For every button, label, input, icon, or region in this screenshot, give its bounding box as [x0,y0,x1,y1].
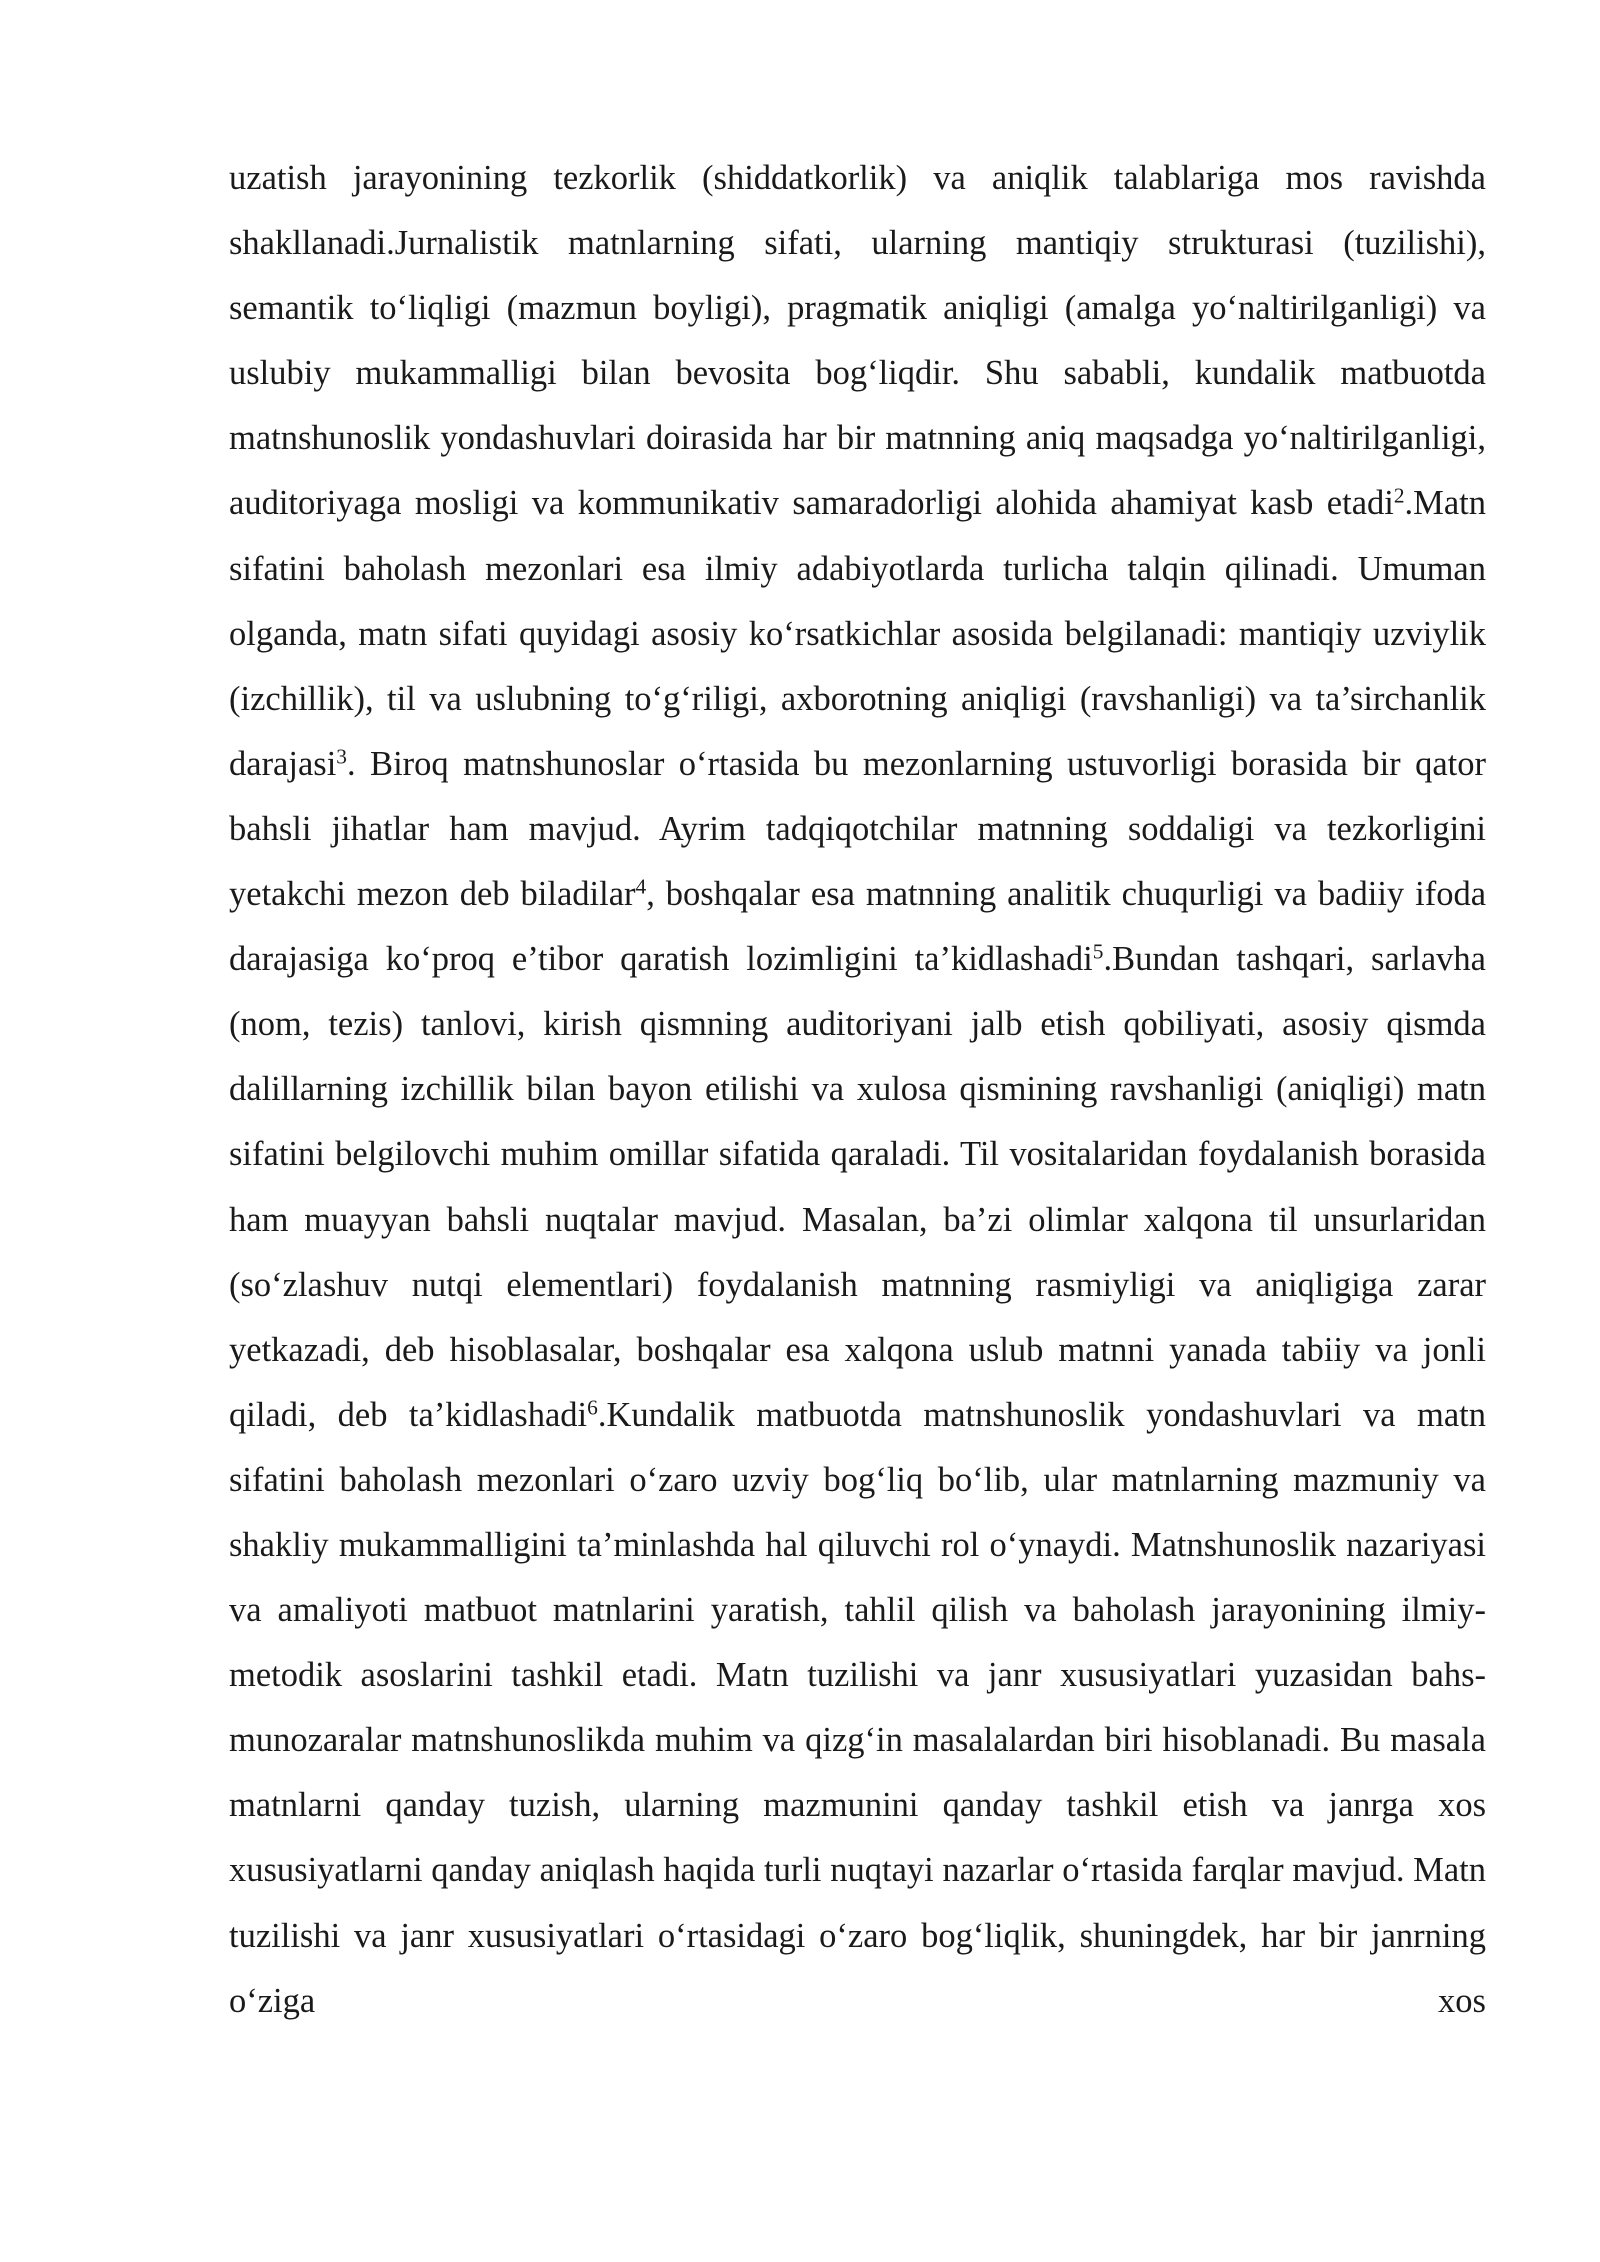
text-segment: , boshqalar esa matnning analitik chuqurligi va badiiy ifoda darajasiga ko‘proq e’tibor qaratish lozimligini ta’kidlashadi [229,875,1487,979]
text-segment: uzatish jarayonining tezkorlik (shiddatkorlik) va aniqlik talablariga mos ravishda shakllanadi.Jurnalistik matnlarning sifati, ularning mantiqiy strukturasi (tuzilishi), semantik to‘liqligi (mazmun boyligi), pragmatik aniqligi (amalga yo‘naltirilganligi) va uslubiy mukammalligi bilan bevosita bog‘liqdir. Shu sababli, kundalik matbuotda matnshunoslik yondashuvlari doirasida har bir matnning aniq maqsadga yo‘naltirilganligi, auditoriyaga mosligi va kommunikativ samaradorligi alohida ahamiyat kasb etadi [229,159,1486,523]
text-segment: .Kundalik matbuotda matnshunoslik yondashuvlari va matn sifatini baholash mezonlari o‘zaro uzviy bog‘liq bo‘lib, ular matnlarning mazmuniy va shakliy mukammalligini ta’minlashda hal qiluvchi rol o‘ynaydi. Matnshunoslik nazariyasi va amaliyoti matbuot matnlarini yaratish, tahlil qilish va baholash jarayonining ilmiy-metodik asoslarini tashkil etadi. Matn tuzilishi va janr xususiyatlari yuzasidan bahs-munozaralar matnshunoslikda muhim va qizg‘in masalalardan biri hisoblanadi. Bu masala matnlarni qanday tuzish, ularning mazmunini qanday tashkil etish va janrga xos xususiyatlarni qanday aniqlash haqida turli nuqtayi nazarlar o‘rtasida farqlar mavjud. Matn tuzilishi va janr xususiyatlari o‘rtasidagi o‘zaro bog‘liqlik, shuningdek, har bir janrning o‘ziga xos [229,1395,1487,2020]
footnote-marker: 4 [635,874,647,899]
text-segment: .Bundan tashqari, sarlavha (nom, tezis) tanlovi, kirish qismning auditoriyani jalb etish qobiliyati, asosiy qismda dalillarning izchillik bilan bayon etilishi va xulosa qismining ravshanligi (aniqligi) matn sifatini belgilovchi muhim omillar sifatida qaraladi. Til vositalaridan foydalanish borasida ham muayyan bahsli nuqtalar mavjud. Masalan, ba’zi olimlar xalqona til unsurlaridan (so‘zlashuv nutqi elementlari) foydalanish matnning rasmiyligi va aniqligiga zarar yetkazadi, deb hisoblasalar, boshqalar esa xalqona uslub matnni yanada tabiiy va jonli qiladi, deb ta’kidlashadi [229,940,1486,1434]
footnote-marker: 5 [1092,939,1104,964]
footnote-marker: 3 [336,744,347,769]
footnote-marker: 6 [587,1395,598,1420]
text-segment: .Matn sifatini baholash mezonlari esa ilmiy adabiyotlarda turlicha talqin qilinadi. Umuman olganda, matn sifati quyidagi asosiy ko‘rsatkichlar asosida belgilanadi: mantiqiy uzviylik (izchillik), til va uslubning to‘g‘riligi, axborotning aniqligi (ravshanligi) va ta’sirchanlik darajasi [229,484,1486,783]
body-paragraph [229,146,1486,2034]
footnote-marker: 2 [1393,483,1405,508]
text-segment: . Biroq matnshunoslar o‘rtasida bu mezonlarning ustuvorligi borasida bir qator bahsli jihatlar ham mavjud. Ayrim tadqiqotchilar matnning soddaligi va tezkorligini yetakchi mezon deb biladilar [229,744,1486,914]
